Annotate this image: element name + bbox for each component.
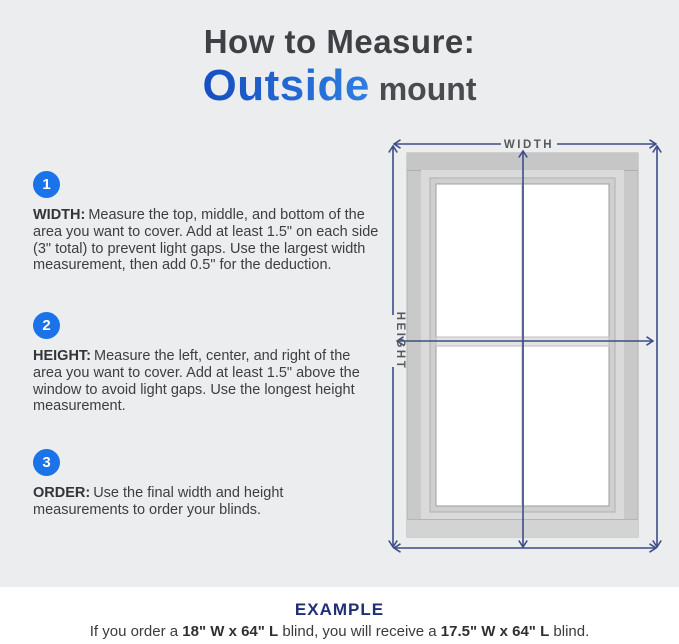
height-label: HEIGHT xyxy=(394,311,406,371)
example-received-size: 17.5" W x 64" L xyxy=(440,623,550,640)
step-2-badge xyxy=(33,312,60,339)
example-suffix: blind. xyxy=(549,623,590,640)
step-3-body: Use the final width and height measurements to order your blinds. xyxy=(33,485,284,518)
step-1-number: 1 xyxy=(42,176,51,193)
example-middle: blind, you will receive a xyxy=(278,623,441,640)
step-2-number: 2 xyxy=(42,317,51,334)
title-highlight: Outside xyxy=(202,61,370,111)
step-1-label: WIDTH: xyxy=(33,207,86,223)
step-3-text xyxy=(33,485,381,519)
page-title xyxy=(0,24,679,111)
step-2-label: HEIGHT: xyxy=(33,348,91,364)
step-2-body: Measure the left, center, and right of the area you want to cover. Add at least 1.5" above the window to avoid light gaps. Use the longest height measurement. xyxy=(33,348,360,415)
step-3-number: 3 xyxy=(42,454,51,471)
step-1-badge xyxy=(33,171,60,198)
example-prefix: If you order a xyxy=(89,623,183,640)
title-suffix: mount xyxy=(369,71,477,108)
step-2-text xyxy=(33,348,381,415)
step-1-text xyxy=(33,207,381,274)
step-item-width xyxy=(33,171,381,274)
width-label: WIDTH xyxy=(503,139,555,151)
title-line2 xyxy=(0,62,679,110)
example-section xyxy=(0,587,679,644)
example-ordered-size: 18" W x 64" L xyxy=(182,623,279,640)
title-line1: How to Measure: xyxy=(203,23,476,60)
step-1-body: Measure the top, middle, and bottom of the area you want to cover. Add at least 1.5" on each side (3" total) to prevent light gaps. Use the largest width measurement, then add 0.5" for the deduction. xyxy=(33,207,379,274)
step-item-order xyxy=(33,449,381,519)
step-3-badge xyxy=(33,449,60,476)
step-3-label: ORDER: xyxy=(33,485,91,501)
step-item-height xyxy=(33,312,381,415)
example-text xyxy=(0,623,679,640)
window-diagram xyxy=(375,128,670,563)
example-heading: EXAMPLE xyxy=(294,600,385,619)
